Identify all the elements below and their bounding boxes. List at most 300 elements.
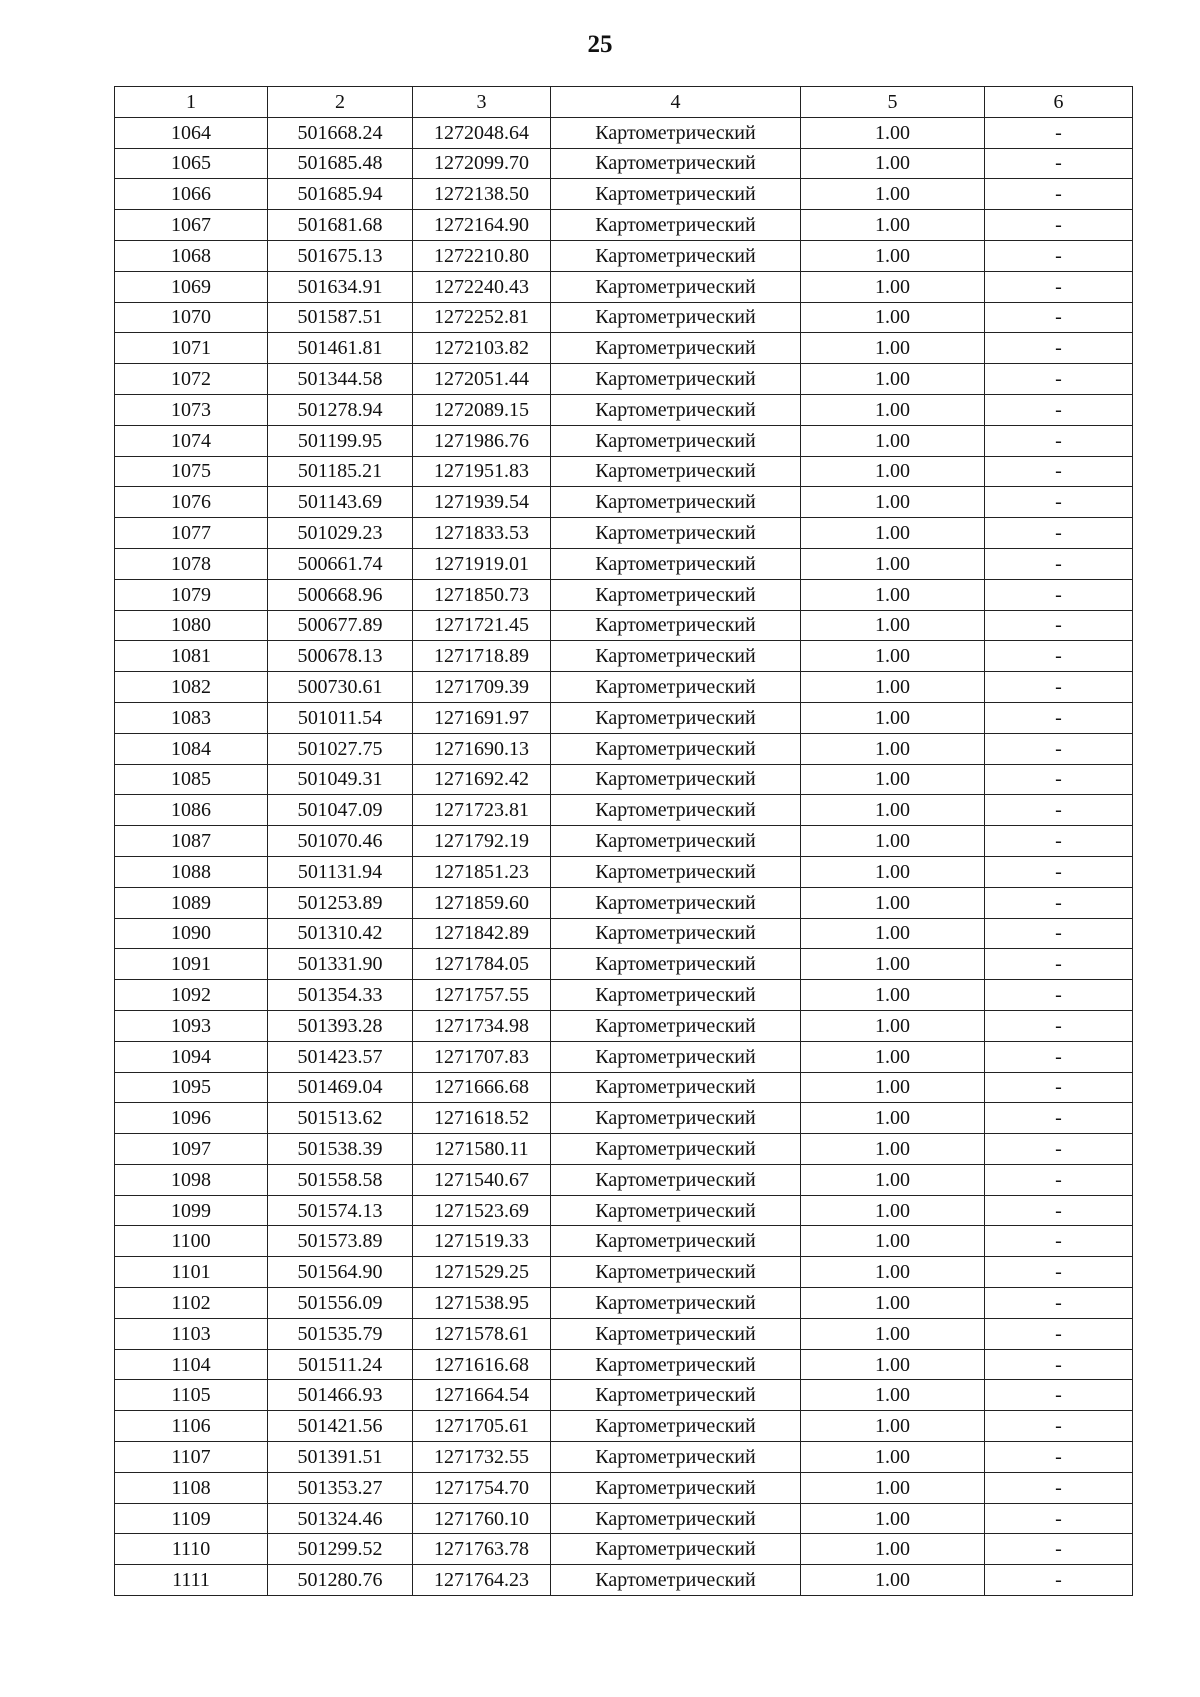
method-cell: Картометрический [551, 579, 801, 610]
note-cell: - [985, 610, 1133, 641]
accuracy-cell: 1.00 [801, 148, 985, 179]
accuracy-cell: 1.00 [801, 1411, 985, 1442]
x-coordinate-cell: 501466.93 [268, 1380, 413, 1411]
note-cell: - [985, 518, 1133, 549]
table-row [115, 795, 1133, 826]
x-coordinate-cell: 501278.94 [268, 394, 413, 425]
table-row [115, 518, 1133, 549]
x-coordinate-cell: 501538.39 [268, 1134, 413, 1165]
note-cell: - [985, 1041, 1133, 1072]
note-cell: - [985, 1565, 1133, 1596]
table-row [115, 610, 1133, 641]
point-number-cell: 1076 [115, 487, 268, 518]
point-number-cell: 1100 [115, 1226, 268, 1257]
point-number-cell: 1094 [115, 1041, 268, 1072]
y-coordinate-cell: 1271757.55 [413, 980, 551, 1011]
y-coordinate-cell: 1271721.45 [413, 610, 551, 641]
table-row [115, 1380, 1133, 1411]
table-row [115, 456, 1133, 487]
note-cell: - [985, 1072, 1133, 1103]
point-number-cell: 1092 [115, 980, 268, 1011]
y-coordinate-cell: 1271529.25 [413, 1257, 551, 1288]
y-coordinate-cell: 1271851.23 [413, 856, 551, 887]
point-number-cell: 1088 [115, 856, 268, 887]
note-cell: - [985, 949, 1133, 980]
x-coordinate-cell: 501675.13 [268, 240, 413, 271]
point-number-cell: 1102 [115, 1288, 268, 1319]
coordinates-table [114, 86, 1133, 1596]
x-coordinate-cell: 501280.76 [268, 1565, 413, 1596]
x-coordinate-cell: 501535.79 [268, 1318, 413, 1349]
table-row [115, 1010, 1133, 1041]
x-coordinate-cell: 501011.54 [268, 702, 413, 733]
note-cell: - [985, 364, 1133, 395]
method-cell: Картометрический [551, 271, 801, 302]
header-row [115, 87, 1133, 118]
point-number-cell: 1084 [115, 733, 268, 764]
point-number-cell: 1077 [115, 518, 268, 549]
y-coordinate-cell: 1271666.68 [413, 1072, 551, 1103]
method-cell: Картометрический [551, 1103, 801, 1134]
y-coordinate-cell: 1272210.80 [413, 240, 551, 271]
x-coordinate-cell: 501634.91 [268, 271, 413, 302]
note-cell: - [985, 672, 1133, 703]
table-row [115, 1288, 1133, 1319]
method-cell: Картометрический [551, 1565, 801, 1596]
method-cell: Картометрический [551, 1195, 801, 1226]
table-row [115, 148, 1133, 179]
accuracy-cell: 1.00 [801, 394, 985, 425]
table-header [115, 87, 1133, 118]
x-coordinate-cell: 501423.57 [268, 1041, 413, 1072]
accuracy-cell: 1.00 [801, 1349, 985, 1380]
accuracy-cell: 1.00 [801, 610, 985, 641]
method-cell: Картометрический [551, 1534, 801, 1565]
y-coordinate-cell: 1271734.98 [413, 1010, 551, 1041]
x-coordinate-cell: 501574.13 [268, 1195, 413, 1226]
accuracy-cell: 1.00 [801, 1503, 985, 1534]
note-cell: - [985, 148, 1133, 179]
method-cell: Картометрический [551, 826, 801, 857]
accuracy-cell: 1.00 [801, 918, 985, 949]
note-cell: - [985, 1472, 1133, 1503]
note-cell: - [985, 210, 1133, 241]
method-cell: Картометрический [551, 364, 801, 395]
y-coordinate-cell: 1271951.83 [413, 456, 551, 487]
accuracy-cell: 1.00 [801, 1164, 985, 1195]
y-coordinate-cell: 1272099.70 [413, 148, 551, 179]
note-cell: - [985, 764, 1133, 795]
y-coordinate-cell: 1272048.64 [413, 117, 551, 148]
method-cell: Картометрический [551, 210, 801, 241]
table-row [115, 826, 1133, 857]
accuracy-cell: 1.00 [801, 1010, 985, 1041]
note-cell: - [985, 795, 1133, 826]
note-cell: - [985, 1164, 1133, 1195]
x-coordinate-cell: 501331.90 [268, 949, 413, 980]
x-coordinate-cell: 501324.46 [268, 1503, 413, 1534]
table-row [115, 210, 1133, 241]
method-cell: Картометрический [551, 518, 801, 549]
note-cell: - [985, 1349, 1133, 1380]
y-coordinate-cell: 1271519.33 [413, 1226, 551, 1257]
table-row [115, 856, 1133, 887]
note-cell: - [985, 240, 1133, 271]
x-coordinate-cell: 501029.23 [268, 518, 413, 549]
method-cell: Картометрический [551, 179, 801, 210]
table-row [115, 918, 1133, 949]
note-cell: - [985, 487, 1133, 518]
table-row [115, 1195, 1133, 1226]
method-cell: Картометрический [551, 641, 801, 672]
note-cell: - [985, 548, 1133, 579]
method-cell: Картометрический [551, 702, 801, 733]
y-coordinate-cell: 1271833.53 [413, 518, 551, 549]
accuracy-cell: 1.00 [801, 1072, 985, 1103]
accuracy-cell: 1.00 [801, 1565, 985, 1596]
note-cell: - [985, 1534, 1133, 1565]
accuracy-cell: 1.00 [801, 641, 985, 672]
note-cell: - [985, 302, 1133, 333]
point-number-cell: 1109 [115, 1503, 268, 1534]
table-row [115, 1041, 1133, 1072]
column-header-5: 5 [801, 87, 985, 118]
x-coordinate-cell: 501513.62 [268, 1103, 413, 1134]
method-cell: Картометрический [551, 302, 801, 333]
x-coordinate-cell: 501668.24 [268, 117, 413, 148]
y-coordinate-cell: 1271705.61 [413, 1411, 551, 1442]
y-coordinate-cell: 1272240.43 [413, 271, 551, 302]
x-coordinate-cell: 501573.89 [268, 1226, 413, 1257]
accuracy-cell: 1.00 [801, 826, 985, 857]
y-coordinate-cell: 1271986.76 [413, 425, 551, 456]
point-number-cell: 1071 [115, 333, 268, 364]
x-coordinate-cell: 501199.95 [268, 425, 413, 456]
y-coordinate-cell: 1271523.69 [413, 1195, 551, 1226]
note-cell: - [985, 1442, 1133, 1473]
method-cell: Картометрический [551, 980, 801, 1011]
y-coordinate-cell: 1271850.73 [413, 579, 551, 610]
note-cell: - [985, 1503, 1133, 1534]
method-cell: Картометрический [551, 949, 801, 980]
point-number-cell: 1110 [115, 1534, 268, 1565]
note-cell: - [985, 394, 1133, 425]
table-row [115, 333, 1133, 364]
method-cell: Картометрический [551, 1349, 801, 1380]
method-cell: Картометрический [551, 1503, 801, 1534]
method-cell: Картометрический [551, 672, 801, 703]
y-coordinate-cell: 1272089.15 [413, 394, 551, 425]
x-coordinate-cell: 501511.24 [268, 1349, 413, 1380]
table-row [115, 672, 1133, 703]
point-number-cell: 1103 [115, 1318, 268, 1349]
table-row [115, 949, 1133, 980]
accuracy-cell: 1.00 [801, 672, 985, 703]
accuracy-cell: 1.00 [801, 333, 985, 364]
method-cell: Картометрический [551, 456, 801, 487]
point-number-cell: 1087 [115, 826, 268, 857]
accuracy-cell: 1.00 [801, 702, 985, 733]
x-coordinate-cell: 501391.51 [268, 1442, 413, 1473]
y-coordinate-cell: 1271764.23 [413, 1565, 551, 1596]
point-number-cell: 1090 [115, 918, 268, 949]
method-cell: Картометрический [551, 240, 801, 271]
accuracy-cell: 1.00 [801, 856, 985, 887]
table-row [115, 1534, 1133, 1565]
accuracy-cell: 1.00 [801, 1257, 985, 1288]
x-coordinate-cell: 501253.89 [268, 887, 413, 918]
method-cell: Картометрический [551, 1164, 801, 1195]
note-cell: - [985, 1010, 1133, 1041]
accuracy-cell: 1.00 [801, 456, 985, 487]
point-number-cell: 1097 [115, 1134, 268, 1165]
note-cell: - [985, 702, 1133, 733]
table-row [115, 733, 1133, 764]
method-cell: Картометрический [551, 425, 801, 456]
method-cell: Картометрический [551, 733, 801, 764]
y-coordinate-cell: 1271760.10 [413, 1503, 551, 1534]
point-number-cell: 1085 [115, 764, 268, 795]
table-row [115, 1164, 1133, 1195]
y-coordinate-cell: 1271538.95 [413, 1288, 551, 1319]
table-body [115, 117, 1133, 1595]
table-row [115, 1318, 1133, 1349]
point-number-cell: 1091 [115, 949, 268, 980]
x-coordinate-cell: 501393.28 [268, 1010, 413, 1041]
y-coordinate-cell: 1271792.19 [413, 826, 551, 857]
note-cell: - [985, 179, 1133, 210]
y-coordinate-cell: 1271707.83 [413, 1041, 551, 1072]
y-coordinate-cell: 1271732.55 [413, 1442, 551, 1473]
point-number-cell: 1080 [115, 610, 268, 641]
accuracy-cell: 1.00 [801, 117, 985, 148]
table-row [115, 702, 1133, 733]
y-coordinate-cell: 1271763.78 [413, 1534, 551, 1565]
point-number-cell: 1069 [115, 271, 268, 302]
point-number-cell: 1098 [115, 1164, 268, 1195]
table-row [115, 302, 1133, 333]
x-coordinate-cell: 501344.58 [268, 364, 413, 395]
table-row [115, 1411, 1133, 1442]
y-coordinate-cell: 1271718.89 [413, 641, 551, 672]
y-coordinate-cell: 1271690.13 [413, 733, 551, 764]
accuracy-cell: 1.00 [801, 980, 985, 1011]
method-cell: Картометрический [551, 610, 801, 641]
method-cell: Картометрический [551, 795, 801, 826]
accuracy-cell: 1.00 [801, 1318, 985, 1349]
x-coordinate-cell: 500677.89 [268, 610, 413, 641]
point-number-cell: 1070 [115, 302, 268, 333]
table-row [115, 579, 1133, 610]
x-coordinate-cell: 501354.33 [268, 980, 413, 1011]
method-cell: Картометрический [551, 1072, 801, 1103]
table-row [115, 1103, 1133, 1134]
method-cell: Картометрический [551, 487, 801, 518]
point-number-cell: 1093 [115, 1010, 268, 1041]
point-number-cell: 1107 [115, 1442, 268, 1473]
method-cell: Картометрический [551, 1318, 801, 1349]
x-coordinate-cell: 501353.27 [268, 1472, 413, 1503]
y-coordinate-cell: 1271784.05 [413, 949, 551, 980]
y-coordinate-cell: 1271578.61 [413, 1318, 551, 1349]
x-coordinate-cell: 501027.75 [268, 733, 413, 764]
y-coordinate-cell: 1271692.42 [413, 764, 551, 795]
x-coordinate-cell: 501685.48 [268, 148, 413, 179]
table-row [115, 394, 1133, 425]
x-coordinate-cell: 500668.96 [268, 579, 413, 610]
point-number-cell: 1096 [115, 1103, 268, 1134]
column-header-3: 3 [413, 87, 551, 118]
method-cell: Картометрический [551, 856, 801, 887]
y-coordinate-cell: 1271616.68 [413, 1349, 551, 1380]
x-coordinate-cell: 501564.90 [268, 1257, 413, 1288]
x-coordinate-cell: 500678.13 [268, 641, 413, 672]
accuracy-cell: 1.00 [801, 210, 985, 241]
x-coordinate-cell: 501310.42 [268, 918, 413, 949]
x-coordinate-cell: 501131.94 [268, 856, 413, 887]
accuracy-cell: 1.00 [801, 1472, 985, 1503]
table-row [115, 1503, 1133, 1534]
note-cell: - [985, 733, 1133, 764]
point-number-cell: 1095 [115, 1072, 268, 1103]
note-cell: - [985, 856, 1133, 887]
point-number-cell: 1089 [115, 887, 268, 918]
accuracy-cell: 1.00 [801, 733, 985, 764]
note-cell: - [985, 425, 1133, 456]
table-row [115, 1565, 1133, 1596]
accuracy-cell: 1.00 [801, 179, 985, 210]
point-number-cell: 1079 [115, 579, 268, 610]
x-coordinate-cell: 501421.56 [268, 1411, 413, 1442]
method-cell: Картометрический [551, 394, 801, 425]
accuracy-cell: 1.00 [801, 1134, 985, 1165]
y-coordinate-cell: 1271842.89 [413, 918, 551, 949]
method-cell: Картометрический [551, 1442, 801, 1473]
y-coordinate-cell: 1271859.60 [413, 887, 551, 918]
note-cell: - [985, 1257, 1133, 1288]
point-number-cell: 1101 [115, 1257, 268, 1288]
note-cell: - [985, 271, 1133, 302]
table-row [115, 425, 1133, 456]
table-row [115, 271, 1133, 302]
method-cell: Картометрический [551, 764, 801, 795]
table-row [115, 1072, 1133, 1103]
accuracy-cell: 1.00 [801, 1288, 985, 1319]
method-cell: Картометрический [551, 1472, 801, 1503]
accuracy-cell: 1.00 [801, 795, 985, 826]
x-coordinate-cell: 501469.04 [268, 1072, 413, 1103]
note-cell: - [985, 918, 1133, 949]
accuracy-cell: 1.00 [801, 518, 985, 549]
x-coordinate-cell: 501461.81 [268, 333, 413, 364]
note-cell: - [985, 1318, 1133, 1349]
point-number-cell: 1078 [115, 548, 268, 579]
accuracy-cell: 1.00 [801, 302, 985, 333]
point-number-cell: 1082 [115, 672, 268, 703]
accuracy-cell: 1.00 [801, 1103, 985, 1134]
point-number-cell: 1066 [115, 179, 268, 210]
method-cell: Картометрический [551, 117, 801, 148]
point-number-cell: 1083 [115, 702, 268, 733]
x-coordinate-cell: 500730.61 [268, 672, 413, 703]
table-row [115, 887, 1133, 918]
note-cell: - [985, 887, 1133, 918]
column-header-4: 4 [551, 87, 801, 118]
point-number-cell: 1086 [115, 795, 268, 826]
page-number: 25 [587, 31, 613, 58]
method-cell: Картометрический [551, 148, 801, 179]
point-number-cell: 1075 [115, 456, 268, 487]
table-row [115, 1472, 1133, 1503]
table-row [115, 487, 1133, 518]
x-coordinate-cell: 501299.52 [268, 1534, 413, 1565]
accuracy-cell: 1.00 [801, 887, 985, 918]
accuracy-cell: 1.00 [801, 579, 985, 610]
table-row [115, 1226, 1133, 1257]
note-cell: - [985, 1380, 1133, 1411]
note-cell: - [985, 1103, 1133, 1134]
method-cell: Картометрический [551, 1380, 801, 1411]
y-coordinate-cell: 1272164.90 [413, 210, 551, 241]
accuracy-cell: 1.00 [801, 487, 985, 518]
note-cell: - [985, 117, 1133, 148]
method-cell: Картометрический [551, 1257, 801, 1288]
x-coordinate-cell: 501556.09 [268, 1288, 413, 1319]
note-cell: - [985, 333, 1133, 364]
table-row [115, 548, 1133, 579]
point-number-cell: 1081 [115, 641, 268, 672]
method-cell: Картометрический [551, 918, 801, 949]
method-cell: Картометрический [551, 1226, 801, 1257]
accuracy-cell: 1.00 [801, 1195, 985, 1226]
y-coordinate-cell: 1271691.97 [413, 702, 551, 733]
table-row [115, 641, 1133, 672]
accuracy-cell: 1.00 [801, 240, 985, 271]
point-number-cell: 1106 [115, 1411, 268, 1442]
y-coordinate-cell: 1272103.82 [413, 333, 551, 364]
x-coordinate-cell: 501047.09 [268, 795, 413, 826]
point-number-cell: 1064 [115, 117, 268, 148]
x-coordinate-cell: 500661.74 [268, 548, 413, 579]
y-coordinate-cell: 1271723.81 [413, 795, 551, 826]
table-row [115, 980, 1133, 1011]
table-row [115, 1442, 1133, 1473]
x-coordinate-cell: 501185.21 [268, 456, 413, 487]
x-coordinate-cell: 501681.68 [268, 210, 413, 241]
method-cell: Картометрический [551, 1010, 801, 1041]
point-number-cell: 1068 [115, 240, 268, 271]
x-coordinate-cell: 501049.31 [268, 764, 413, 795]
table-row [115, 764, 1133, 795]
y-coordinate-cell: 1272252.81 [413, 302, 551, 333]
x-coordinate-cell: 501685.94 [268, 179, 413, 210]
x-coordinate-cell: 501587.51 [268, 302, 413, 333]
accuracy-cell: 1.00 [801, 364, 985, 395]
point-number-cell: 1074 [115, 425, 268, 456]
column-header-2: 2 [268, 87, 413, 118]
y-coordinate-cell: 1271618.52 [413, 1103, 551, 1134]
note-cell: - [985, 1195, 1133, 1226]
note-cell: - [985, 456, 1133, 487]
accuracy-cell: 1.00 [801, 1041, 985, 1072]
accuracy-cell: 1.00 [801, 271, 985, 302]
accuracy-cell: 1.00 [801, 548, 985, 579]
method-cell: Картометрический [551, 1288, 801, 1319]
accuracy-cell: 1.00 [801, 1442, 985, 1473]
note-cell: - [985, 1226, 1133, 1257]
note-cell: - [985, 826, 1133, 857]
accuracy-cell: 1.00 [801, 949, 985, 980]
